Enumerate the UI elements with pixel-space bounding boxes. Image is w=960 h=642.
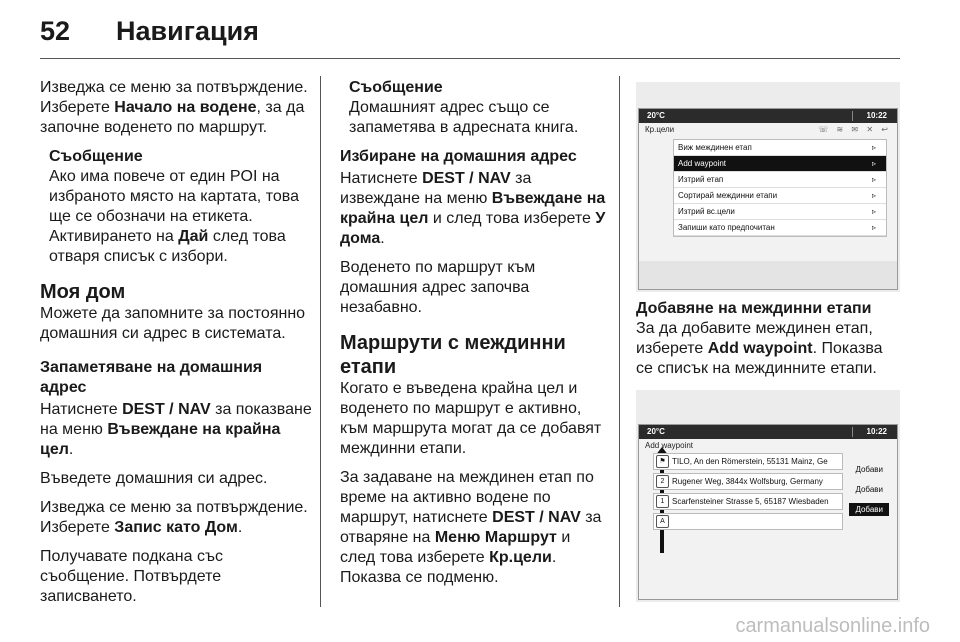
watermark: carmanualsonline.info: [735, 615, 930, 637]
add-waypoint-text: За да добавите междинен етап, изберете Add waypoint. Показва се списък на междинните етапи.: [636, 320, 883, 377]
waypoint-row[interactable]: [653, 493, 843, 510]
waypoint-marker-icon: 1: [656, 495, 669, 508]
page-number: 52: [40, 16, 71, 46]
note-text-2: Домашният адрес също се запаметява в адресната книга.: [349, 99, 579, 136]
save-instruction: Натиснете DEST / NAV за показване на меню Въвеждане на крайна цел.: [40, 401, 312, 458]
chevron-right-icon: ▹: [871, 207, 876, 216]
confirm-save-text: Изведжа се меню за потвърждение. Изберете Запис като Дом.: [40, 499, 308, 536]
heading-select-home: Избиране на домашния адрес: [340, 148, 577, 165]
add-waypoint-button[interactable]: Добави: [855, 465, 883, 474]
note-block: [49, 147, 312, 267]
chevron-right-icon: ▹: [871, 159, 876, 168]
screenshot-destinations: [636, 82, 900, 292]
chevron-right-icon: ▹: [871, 191, 876, 200]
screen-title: Кр.цели: [645, 125, 675, 134]
waypoint-address: Rugener Weg, 3844x Wolfsburg, Germany: [672, 477, 823, 486]
menu-item[interactable]: Изтрий етап ▹: [674, 172, 886, 188]
chevron-right-icon: ▹: [871, 223, 876, 232]
screenshot-add-waypoint: [636, 390, 900, 602]
waypoint-address: Scarfensteiner Strasse 5, 65187 Wiesbaden: [672, 497, 829, 506]
display-screen-1: [638, 108, 898, 290]
set-waypoint-text: За задаване на междинен етап по време на активно водене по маршрут, натиснете DEST / NAV за отваряне на Меню Маршрут и след това изберете Кр.цели. Показва се подменю.: [340, 469, 602, 586]
status-icons: ☏ ≋ ✉ ✕ ↩: [818, 125, 891, 134]
waypoint-address: TILO, An den Römerstein, 55131 Mainz, Ge: [672, 457, 828, 466]
heading-add-waypoints: Добавяне на междинни етапи: [636, 300, 872, 317]
note-text: Ако има повече от един POI на избраното място на картата, това ще се обозначи на етикета. Активирането на Дай след това отваря списък с избори.: [49, 168, 299, 265]
chevron-right-icon: ▹: [871, 143, 876, 152]
menu-item[interactable]: Сортирай междинни етапи ▹: [674, 188, 886, 204]
clock-2: 10:22: [866, 427, 887, 436]
waypoint-marker-icon: 2: [656, 475, 669, 488]
column-divider-left: [320, 76, 321, 607]
prompt-text: Получавате подкана със съобщение. Потвърдете записването.: [40, 548, 223, 605]
screen-title-2: Add waypoint: [645, 441, 694, 450]
heading-home: Моя дом: [40, 281, 126, 303]
menu-item[interactable]: Виж междинен етап ▹: [674, 140, 886, 156]
column-2: [340, 78, 608, 597]
status-bar: [639, 109, 897, 123]
note-block-2: [349, 78, 608, 138]
menu-item[interactable]: Add waypoint ▹: [674, 156, 886, 172]
menu-item[interactable]: Изтрий вс.цели ▹: [674, 204, 886, 220]
heading-waypoint-routes: Маршрути с междинни етапи: [340, 332, 566, 378]
start-guidance-text: Воденето по маршрут към домашния адрес започва незабавно.: [340, 259, 536, 316]
paragraph-confirm-start: Изведжа се меню за потвърждение. Изберете Начало на водене, за да започне воденето по маршрут.: [40, 79, 308, 136]
destinations-menu: [673, 139, 887, 237]
menu-item[interactable]: Запиши като предпочитан ▹: [674, 220, 886, 236]
enter-address-text: Въведете домашния си адрес.: [40, 470, 268, 487]
routes-text: Когато е въведена крайна цел и воденето по маршрут е активно, към маршрута могат да се добавят междинни етапи.: [340, 380, 602, 457]
caption-add-waypoints: [636, 299, 902, 379]
select-instruction: Натиснете DEST / NAV за извеждане на меню Въвеждане на крайна цел и след това изберете У дома.: [340, 170, 606, 247]
screen-footer: [639, 261, 897, 289]
waypoint-row[interactable]: [653, 473, 843, 490]
status-bar-2: [639, 425, 897, 439]
column-divider-right: [619, 76, 620, 607]
add-waypoint-button[interactable]: Добави: [855, 485, 883, 494]
display-screen-2: [638, 424, 898, 600]
chevron-right-icon: ▹: [871, 175, 876, 184]
add-waypoint-button[interactable]: Добави: [849, 503, 889, 516]
page-title: Навигация: [116, 16, 259, 46]
temperature-2: 20°C: [647, 427, 665, 436]
home-text: Можете да запомните за постоянно домашния си адрес в системата.: [40, 305, 306, 342]
clock: 10:22: [866, 111, 887, 120]
header-rule: [40, 58, 900, 59]
waypoint-row[interactable]: [653, 453, 843, 470]
heading-save-home: Запаметяване на домашния адрес: [40, 359, 263, 396]
note-title: Съобщение: [49, 148, 143, 165]
waypoint-marker-icon: ⚑: [656, 455, 669, 468]
waypoint-marker-icon: A: [656, 515, 669, 528]
note-title-2: Съобщение: [349, 79, 443, 96]
column-1: [40, 78, 312, 616]
temperature: 20°C: [647, 111, 665, 120]
waypoint-row[interactable]: [653, 513, 843, 530]
